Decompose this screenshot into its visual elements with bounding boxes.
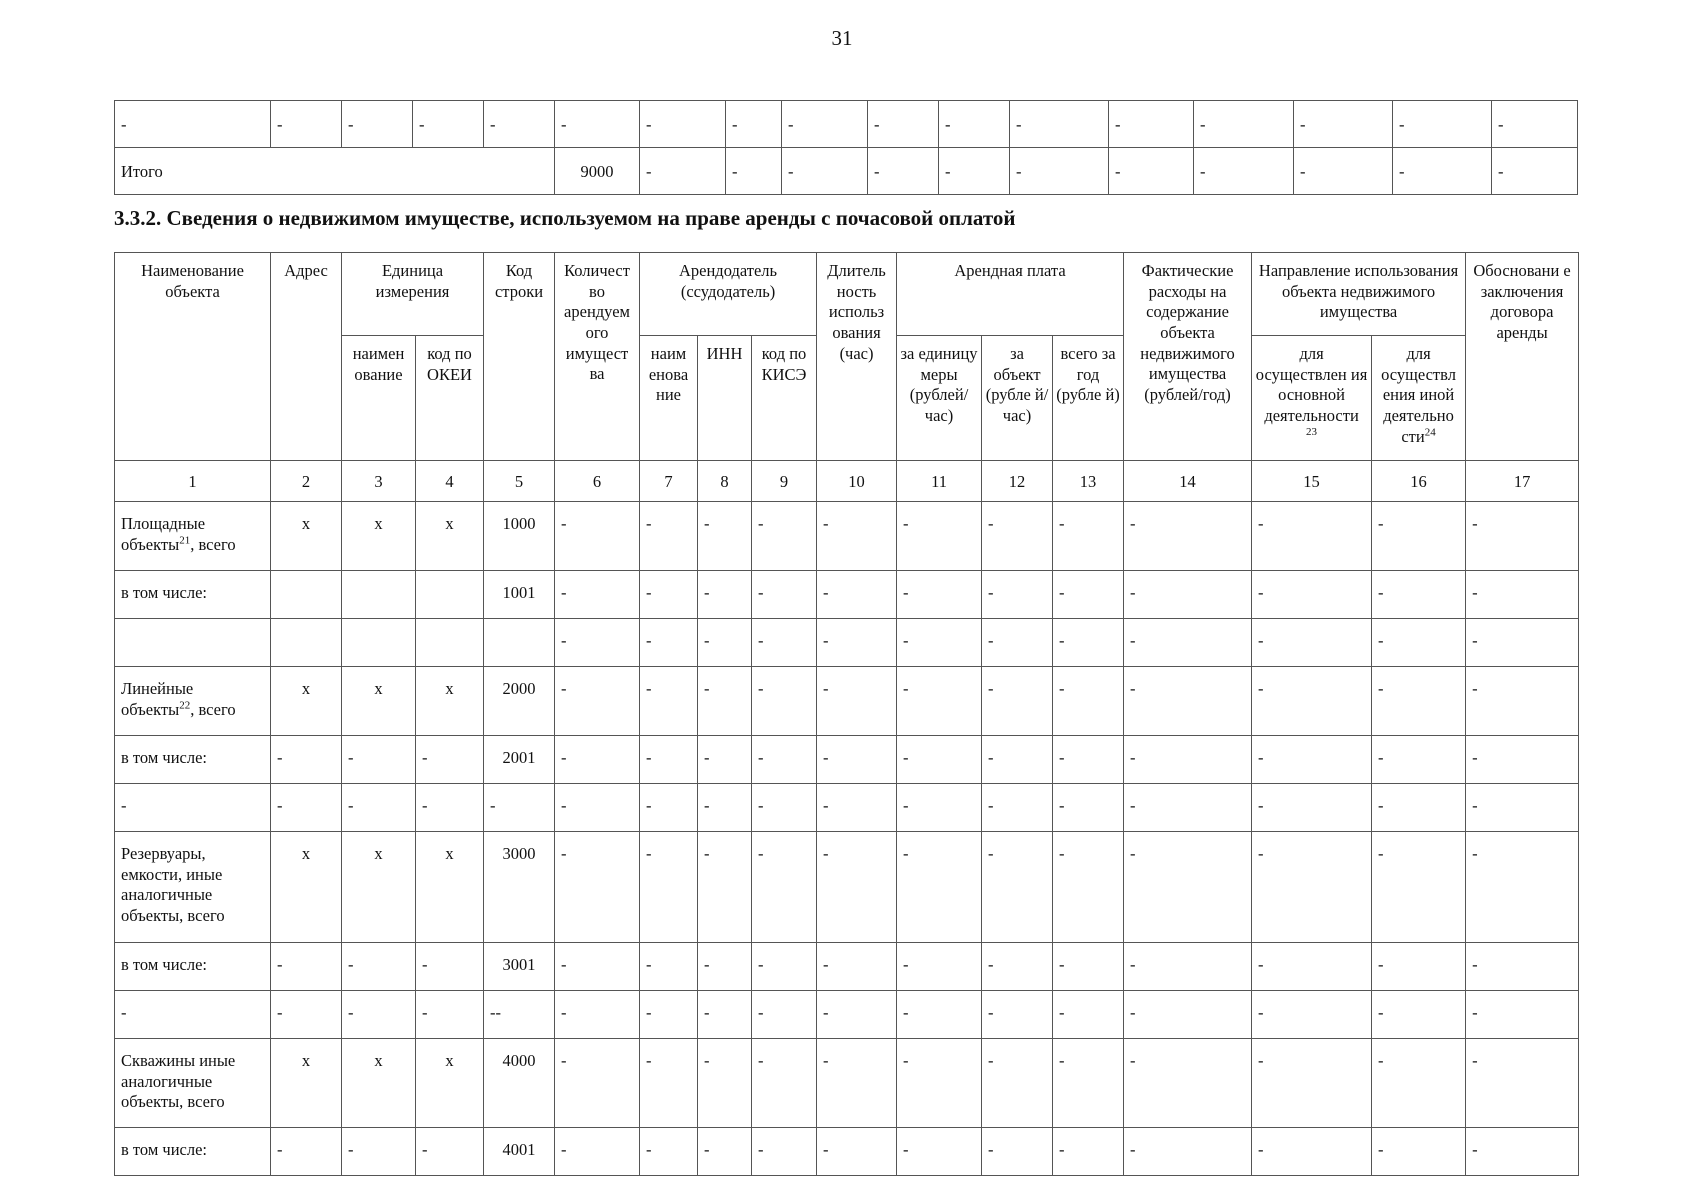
table-cell: - (1252, 1128, 1372, 1176)
table-cell (342, 571, 416, 619)
column-number: 15 (1252, 461, 1372, 502)
previous-table-continuation (114, 100, 1578, 195)
table-row (115, 784, 1579, 832)
table-cell: - (752, 991, 817, 1039)
table-cell: - (1393, 148, 1492, 195)
object-name-cell (115, 571, 271, 619)
header-unit-okei: код по ОКЕИ (416, 336, 484, 461)
object-name-suffix: , всего (190, 699, 236, 719)
table-cell: - (698, 991, 752, 1039)
object-name: в том числе: (121, 748, 208, 767)
table-cell (271, 571, 342, 619)
table-row (115, 502, 1579, 571)
table-cell: - (897, 943, 982, 991)
table-cell: - (982, 991, 1053, 1039)
table-cell: - (698, 502, 752, 571)
table-cell: - (1466, 1039, 1579, 1128)
table-row (115, 991, 1579, 1039)
table-cell: - (698, 619, 752, 667)
table-cell: - (342, 943, 416, 991)
table-cell: - (555, 1128, 640, 1176)
row-code: 2000 (484, 667, 555, 736)
table-row (115, 101, 1578, 148)
row-code: 2001 (484, 736, 555, 784)
table-cell: - (1053, 943, 1124, 991)
table-cell: - (782, 148, 868, 195)
header-rent-total: всего за год (рубле й) (1053, 336, 1124, 461)
row-code: 3000 (484, 832, 555, 943)
table-cell: - (271, 101, 342, 148)
table-cell: х (342, 667, 416, 736)
table-row (115, 1128, 1579, 1176)
object-name-cell (115, 1128, 271, 1176)
header-address: Адрес (271, 253, 342, 461)
table-cell: - (726, 148, 782, 195)
table-cell: - (413, 101, 484, 148)
column-number: 6 (555, 461, 640, 502)
column-number: 8 (698, 461, 752, 502)
footnote-ref: 21 (179, 534, 191, 547)
object-name: - (121, 1003, 127, 1022)
table-cell: - (1466, 736, 1579, 784)
header-lessor-inn: ИНН (698, 336, 752, 461)
table-cell: - (1252, 784, 1372, 832)
row-code: 1001 (484, 571, 555, 619)
table-cell: х (271, 1039, 342, 1128)
column-number: 13 (1053, 461, 1124, 502)
header-rent: Арендная плата (897, 253, 1124, 336)
column-number: 4 (416, 461, 484, 502)
table-row (115, 943, 1579, 991)
table-cell: - (1124, 502, 1252, 571)
table-cell: - (698, 571, 752, 619)
table-cell: - (342, 101, 413, 148)
table-cell: - (1372, 784, 1466, 832)
table-cell: - (1252, 832, 1372, 943)
table-cell: - (555, 943, 640, 991)
header-rent-per-unit: за единицу меры (рублей/ час) (897, 336, 982, 461)
header-actual-costs: Фактические расходы на содержание объекта недвижимого имущества (рублей/год) (1124, 253, 1252, 461)
section-heading: 3.3.2. Сведения о недвижимом имуществе, используемом на праве аренды с почасовой оплатой (114, 206, 1016, 230)
table-cell: - (1466, 832, 1579, 943)
table-cell: х (416, 502, 484, 571)
table-cell: - (897, 991, 982, 1039)
table-cell: - (1393, 101, 1492, 148)
table-cell: - (1372, 571, 1466, 619)
table-cell: - (1372, 943, 1466, 991)
table-cell: - (1124, 619, 1252, 667)
table-cell: х (342, 832, 416, 943)
table-cell: - (982, 667, 1053, 736)
table-cell: - (416, 991, 484, 1039)
total-code: 9000 (555, 148, 640, 195)
table-cell: - (1124, 571, 1252, 619)
table-cell: - (698, 1128, 752, 1176)
table-cell: - (817, 991, 897, 1039)
object-name-cell (115, 784, 271, 832)
table-cell: - (1466, 784, 1579, 832)
table-cell: - (1124, 991, 1252, 1039)
table-cell: - (555, 1039, 640, 1128)
table-cell: - (555, 991, 640, 1039)
table-cell: - (752, 571, 817, 619)
table-cell: - (640, 148, 726, 195)
table-cell: - (897, 736, 982, 784)
table-cell: - (982, 736, 1053, 784)
table-cell: - (1109, 101, 1194, 148)
table-cell: - (698, 943, 752, 991)
table-cell: - (640, 667, 698, 736)
table-cell: - (271, 736, 342, 784)
table-cell: - (1466, 502, 1579, 571)
object-name: Скважины иные аналогичные объекты, всего (121, 1051, 236, 1112)
header-lessor: Арендодатель (ссудодатель) (640, 253, 817, 336)
header-lessor-name: наим енова ние (640, 336, 698, 461)
object-name: в том числе: (121, 583, 208, 602)
table-cell: - (1372, 1039, 1466, 1128)
table-cell: - (817, 502, 897, 571)
table-cell: - (271, 784, 342, 832)
table-cell: - (1294, 101, 1393, 148)
table-cell: - (1109, 148, 1194, 195)
table-cell: - (1372, 667, 1466, 736)
header-justification: Обосновани е заключения договора аренды (1466, 253, 1579, 461)
header-rent-per-object: за объект (рубле й/час) (982, 336, 1053, 461)
table-cell: - (752, 943, 817, 991)
column-number: 12 (982, 461, 1053, 502)
table-cell: - (1053, 832, 1124, 943)
table-cell: - (555, 667, 640, 736)
column-number: 2 (271, 461, 342, 502)
table-cell: - (342, 784, 416, 832)
table-cell: - (416, 736, 484, 784)
table-cell: - (1053, 667, 1124, 736)
table-cell: - (982, 1039, 1053, 1128)
row-code: 4001 (484, 1128, 555, 1176)
column-number: 7 (640, 461, 698, 502)
object-name-cell (115, 502, 271, 571)
table-cell: - (416, 1128, 484, 1176)
row-code: 1000 (484, 502, 555, 571)
column-number: 16 (1372, 461, 1466, 502)
footnote-ref: 24 (1424, 426, 1436, 438)
table-cell: - (1252, 571, 1372, 619)
object-name: Резервуары, емкости, иные аналогичные объекты, всего (121, 844, 225, 925)
header-lessor-kise: код по КИСЭ (752, 336, 817, 461)
column-number: 5 (484, 461, 555, 502)
table-cell: - (752, 736, 817, 784)
header-quantity: Количест во арендуем ого имущест ва (555, 253, 640, 461)
table-cell: - (1466, 571, 1579, 619)
table-cell: - (897, 832, 982, 943)
table-cell: - (868, 148, 939, 195)
table-cell: - (982, 619, 1053, 667)
header-code: Код строки (484, 253, 555, 461)
table-row (115, 736, 1579, 784)
table-cell: - (1466, 619, 1579, 667)
table-cell: - (752, 1039, 817, 1128)
table-cell: - (752, 619, 817, 667)
table-cell: - (1010, 148, 1109, 195)
header-unit: Единица измерения (342, 253, 484, 336)
table-cell: - (640, 101, 726, 148)
table-cell: - (1252, 667, 1372, 736)
table-cell: - (698, 667, 752, 736)
table-cell: - (1252, 502, 1372, 571)
table-cell (416, 571, 484, 619)
column-number: 3 (342, 461, 416, 502)
table-cell: - (897, 502, 982, 571)
table-cell: - (1252, 943, 1372, 991)
table-cell: - (1252, 1039, 1372, 1128)
table-cell: - (726, 101, 782, 148)
table-cell: - (817, 1039, 897, 1128)
table-cell: - (897, 1128, 982, 1176)
table-cell: - (1466, 667, 1579, 736)
table-cell: - (342, 736, 416, 784)
object-name-cell (115, 991, 271, 1039)
table-cell: - (752, 784, 817, 832)
table-cell: - (782, 101, 868, 148)
table-cell: х (416, 667, 484, 736)
table-cell: - (115, 101, 271, 148)
column-number: 10 (817, 461, 897, 502)
table-cell: - (1124, 1128, 1252, 1176)
table-cell: - (698, 1039, 752, 1128)
table-cell: - (982, 502, 1053, 571)
table-cell: - (640, 736, 698, 784)
table-cell: - (817, 667, 897, 736)
column-number: 9 (752, 461, 817, 502)
row-code: 4000 (484, 1039, 555, 1128)
table-cell: - (752, 832, 817, 943)
table-cell: - (555, 101, 640, 148)
table-cell: - (868, 101, 939, 148)
table-row (115, 619, 1579, 667)
table-cell: - (1124, 736, 1252, 784)
object-name: - (121, 796, 127, 815)
object-name: Линейные объекты (121, 679, 194, 719)
table-cell: - (640, 502, 698, 571)
object-name-cell (115, 667, 271, 736)
table-cell: - (1053, 1128, 1124, 1176)
table-cell: - (1010, 101, 1109, 148)
table-cell: - (1372, 502, 1466, 571)
table-cell: х (271, 667, 342, 736)
table-row (115, 571, 1579, 619)
table-cell: - (698, 736, 752, 784)
table-cell: - (1372, 619, 1466, 667)
table-cell: - (939, 101, 1010, 148)
page-number: 31 (831, 26, 853, 50)
table-cell: - (817, 1128, 897, 1176)
object-name-cell (115, 1039, 271, 1128)
table-cell: - (1124, 832, 1252, 943)
header-direction-main-text: для осуществлен ия основной деятельности (1255, 344, 1368, 425)
table-cell: - (817, 619, 897, 667)
table-cell: х (342, 1039, 416, 1128)
table-cell: - (1124, 784, 1252, 832)
table-cell: - (640, 571, 698, 619)
table-cell: - (752, 667, 817, 736)
table-cell: - (752, 502, 817, 571)
table-cell: - (1252, 991, 1372, 1039)
table-cell: - (484, 101, 555, 148)
table-cell: - (752, 1128, 817, 1176)
footnote-ref: 23 (1306, 425, 1318, 438)
table-cell: - (1372, 736, 1466, 784)
total-label: Итого (115, 148, 555, 195)
total-row (115, 148, 1578, 195)
header-direction-other-text: для осуществл ения иной деятельно сти (1381, 344, 1456, 446)
column-number: 1 (115, 461, 271, 502)
object-name-cell (115, 619, 271, 667)
table-cell: - (1053, 784, 1124, 832)
table-cell: - (817, 943, 897, 991)
table-cell: - (1053, 502, 1124, 571)
table-cell: - (640, 991, 698, 1039)
column-numbers-row (115, 461, 1579, 502)
table-cell: х (342, 502, 416, 571)
table-cell: - (1053, 991, 1124, 1039)
table-cell: - (1124, 667, 1252, 736)
object-name-cell (115, 736, 271, 784)
table-cell: - (1372, 1128, 1466, 1176)
table-cell: - (342, 1128, 416, 1176)
header-direction-other (1372, 336, 1466, 461)
table-cell: - (1053, 619, 1124, 667)
table-cell: - (271, 943, 342, 991)
table-cell: - (640, 1039, 698, 1128)
table-cell: - (982, 784, 1053, 832)
table-cell: - (640, 1128, 698, 1176)
object-name: в том числе: (121, 955, 208, 974)
table-cell: - (897, 571, 982, 619)
table-cell: - (1466, 943, 1579, 991)
table-cell: - (640, 619, 698, 667)
table-cell: - (982, 943, 1053, 991)
table-row (115, 832, 1579, 943)
table-cell: - (640, 784, 698, 832)
table-cell: - (555, 784, 640, 832)
table-cell: - (817, 832, 897, 943)
header-duration: Длитель ность использ ования (час) (817, 253, 897, 461)
table-cell: - (1053, 571, 1124, 619)
header-name: Наименование объекта (115, 253, 271, 461)
table-cell: - (897, 667, 982, 736)
table-cell: - (271, 1128, 342, 1176)
table-cell: - (817, 784, 897, 832)
table-cell: - (640, 832, 698, 943)
table-cell: - (1372, 991, 1466, 1039)
table-row (115, 1039, 1579, 1128)
table-cell: - (1053, 1039, 1124, 1128)
table-cell: - (1294, 148, 1393, 195)
table-cell: - (640, 943, 698, 991)
table-cell: - (555, 832, 640, 943)
table-cell: - (982, 1128, 1053, 1176)
header-unit-name: наимен ование (342, 336, 416, 461)
table-cell: х (416, 832, 484, 943)
table-row (115, 667, 1579, 736)
object-name-cell (115, 832, 271, 943)
row-code: 3001 (484, 943, 555, 991)
table-cell: - (897, 784, 982, 832)
table-cell: - (1466, 991, 1579, 1039)
header-direction-main (1252, 336, 1372, 461)
row-code (484, 619, 555, 667)
header-row (115, 253, 1579, 336)
table-cell: - (1194, 101, 1294, 148)
row-code: - (484, 784, 555, 832)
table-cell: - (939, 148, 1010, 195)
table-cell: - (1252, 619, 1372, 667)
table-cell: - (982, 571, 1053, 619)
table-cell: - (1466, 1128, 1579, 1176)
table-cell: - (555, 619, 640, 667)
table-cell: - (1053, 736, 1124, 784)
table-cell (342, 619, 416, 667)
table-cell: - (897, 619, 982, 667)
table-cell: - (698, 784, 752, 832)
table-cell: - (982, 832, 1053, 943)
table-cell: х (271, 502, 342, 571)
table-cell: - (271, 991, 342, 1039)
header-direction: Направление использования объекта недвижимого имущества (1252, 253, 1466, 336)
column-number: 11 (897, 461, 982, 502)
table-cell: х (416, 1039, 484, 1128)
table-cell: - (1124, 1039, 1252, 1128)
table-cell: - (1252, 736, 1372, 784)
table-cell (271, 619, 342, 667)
object-name: Площадные объекты (121, 514, 206, 554)
table-cell: х (271, 832, 342, 943)
object-name-suffix: , всего (190, 534, 236, 554)
table-cell: - (555, 736, 640, 784)
table-cell: - (817, 736, 897, 784)
table-cell: - (416, 784, 484, 832)
object-name: в том числе: (121, 1140, 208, 1159)
table-cell: - (817, 571, 897, 619)
table-cell: - (1194, 148, 1294, 195)
footnote-ref: 22 (179, 699, 191, 712)
row-code: -- (484, 991, 555, 1039)
column-number: 17 (1466, 461, 1579, 502)
table-cell: - (698, 832, 752, 943)
table-cell (416, 619, 484, 667)
table-cell: - (1492, 101, 1578, 148)
table-cell: - (555, 502, 640, 571)
table-cell: - (416, 943, 484, 991)
table-cell: - (1492, 148, 1578, 195)
table-cell: - (1372, 832, 1466, 943)
table-cell: - (342, 991, 416, 1039)
table-cell: - (1124, 943, 1252, 991)
table-cell: - (897, 1039, 982, 1128)
column-number: 14 (1124, 461, 1252, 502)
object-name-cell (115, 943, 271, 991)
table-cell: - (555, 571, 640, 619)
rented-property-table (114, 252, 1579, 1176)
